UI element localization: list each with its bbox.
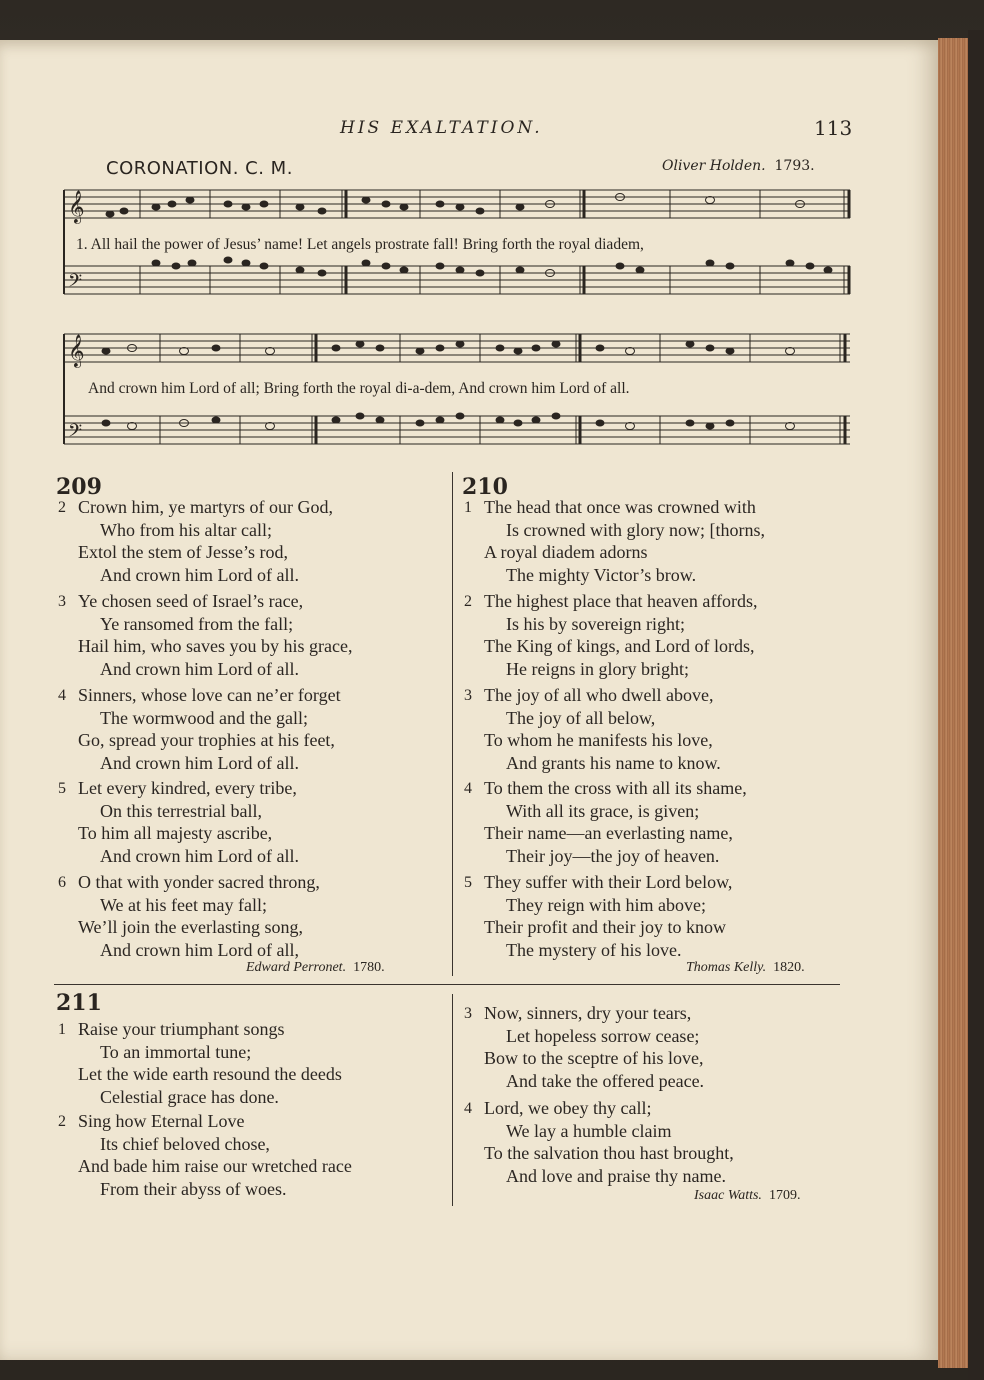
verse-line: Is crowned with glory now; [thorns, <box>506 519 765 540</box>
verse-line: Lord, we obey thy call; <box>484 1098 652 1118</box>
verse-line: The joy of all below, <box>506 707 656 728</box>
verse-line: Celestial grace has done. <box>100 1086 279 1107</box>
verse-number: 6 <box>58 874 66 891</box>
verse-line: We lay a humble claim <box>506 1120 672 1141</box>
verse-line: To them the cross with all its shame, <box>484 778 747 798</box>
author-year: 1780. <box>353 960 385 975</box>
verse-line: The King of kings, and Lord of lords, <box>484 636 755 656</box>
verse-line: And love and praise thy name. <box>506 1165 726 1186</box>
verse-number: 1 <box>464 499 472 516</box>
author-name: Edward Perronet. <box>246 960 347 975</box>
author-year: 1820. <box>773 960 805 975</box>
svg-text:𝄢: 𝄢 <box>68 421 83 446</box>
verse-line: And crown him Lord of all. <box>100 845 299 866</box>
verse-line: And crown him Lord of all, <box>100 939 299 960</box>
verse-line: And crown him Lord of all. <box>100 752 299 773</box>
page-edges <box>938 38 968 1368</box>
verse-number: 1 <box>58 1021 66 1038</box>
composer-name: Oliver Holden. <box>662 158 766 174</box>
verse-line: Their name—an everlasting name, <box>484 823 733 843</box>
verse-line: Their joy—the joy of heaven. <box>506 845 720 866</box>
verse-line: To whom he manifests his love, <box>484 730 713 750</box>
verse-number: 2 <box>58 1113 66 1130</box>
verse-line: Ye ransomed from the fall; <box>100 613 294 634</box>
tune-composer <box>662 158 815 174</box>
verse-number: 4 <box>464 1100 472 1117</box>
verse-line: Sinners, whose love can ne’er forget <box>78 685 341 705</box>
verse-line: Bow to the sceptre of his love, <box>484 1048 704 1068</box>
author-year: 1709. <box>768 1188 801 1203</box>
verse-line: Ye chosen seed of Israel’s race, <box>78 591 304 611</box>
verse-line: The mystery of his love. <box>506 939 682 960</box>
verse-line: Hail him, who saves you by his grace, <box>78 636 353 656</box>
verse-line: The mighty Victor’s brow. <box>506 564 697 585</box>
verse-line: To the salvation thou hast brought, <box>484 1143 734 1163</box>
verse-line: The wormwood and the gall; <box>100 707 308 728</box>
hymn-211-author <box>694 1188 800 1204</box>
hymn-210-author <box>686 960 805 976</box>
hymn-number-210: 210 <box>462 474 508 500</box>
column-divider-top <box>452 472 453 976</box>
verse-line: Let hopeless sorrow cease; <box>506 1025 700 1046</box>
verse-line: Their profit and their joy to know <box>484 917 726 937</box>
music-lyrics-line-1: 1. All hail the power of Jesus’ name! Let angels prostrate fall! Bring forth the royal diadem, <box>76 236 644 253</box>
verse-line: A royal diadem adorns <box>484 542 648 562</box>
verse-line: Let every kindred, every tribe, <box>78 778 297 798</box>
verse-line: Crown him, ye martyrs of our God, <box>78 497 333 517</box>
verse-line: Now, sinners, dry your tears, <box>484 1003 692 1023</box>
running-head: HIS EXALTATION. <box>340 118 543 138</box>
verse-number: 3 <box>464 687 472 704</box>
verse-number: 4 <box>464 780 472 797</box>
verse-line: O that with yonder sacred throng, <box>78 872 320 892</box>
verse-line: To an immortal tune; <box>100 1041 252 1062</box>
verse-line: And take the offered peace. <box>506 1070 705 1091</box>
verse-line: And crown him Lord of all. <box>100 658 299 679</box>
author-name: Thomas Kelly. <box>686 960 767 975</box>
hymn-number-209: 209 <box>56 474 102 500</box>
verse-line: Sing how Eternal Love <box>78 1111 245 1131</box>
column-divider-bottom <box>452 994 453 1206</box>
verse-number: 5 <box>464 874 472 891</box>
section-rule <box>54 984 840 985</box>
verse-number: 3 <box>58 593 66 610</box>
verse-line: He reigns in glory bright; <box>506 658 689 679</box>
verse-line: Its chief beloved chose, <box>100 1133 270 1154</box>
verse-line: The head that once was crowned with <box>484 497 756 517</box>
verse-line: Go, spread your trophies at his feet, <box>78 730 335 750</box>
verse-line: Let the wide earth resound the deeds <box>78 1064 342 1084</box>
hymn-number-211: 211 <box>56 990 102 1016</box>
svg-text:𝄞: 𝄞 <box>68 190 85 223</box>
verse-line: Extol the stem of Jesse’s rod, <box>78 542 288 562</box>
verse-line: And grants his name to know. <box>506 752 721 773</box>
verse-number: 2 <box>58 499 66 516</box>
page-number: 113 <box>814 116 853 140</box>
verse-number: 4 <box>58 687 66 704</box>
verse-line: Who from his altar call; <box>100 519 272 540</box>
verse-number: 2 <box>464 593 472 610</box>
verse-line: And bade him raise our wretched race <box>78 1156 352 1176</box>
author-name: Isaac Watts. <box>694 1188 762 1203</box>
spine-shadow <box>968 30 984 1380</box>
verse-line: With all its grace, is given; <box>506 800 700 821</box>
verse-line: The joy of all who dwell above, <box>484 685 714 705</box>
verse-number: 5 <box>58 780 66 797</box>
svg-text:𝄞: 𝄞 <box>68 334 85 367</box>
hymn-209-author <box>246 960 385 976</box>
composer-year: 1793. <box>774 158 815 174</box>
verse-line: The highest place that heaven affords, <box>484 591 758 611</box>
verse-line: Raise your triumphant songs <box>78 1019 285 1039</box>
verse-line: From their abyss of woes. <box>100 1178 287 1199</box>
verse-line: We’ll join the everlasting song, <box>78 917 303 937</box>
verse-line: On this terrestrial ball, <box>100 800 262 821</box>
verse-line: To him all majesty ascribe, <box>78 823 273 843</box>
verse-line: They suffer with their Lord below, <box>484 872 733 892</box>
music-lyrics-line-2: And crown him Lord of all; Bring forth the royal di-a-dem, And crown him Lord of all. <box>88 380 630 397</box>
verse-line: They reign with him above; <box>506 894 706 915</box>
svg-text:𝄢: 𝄢 <box>68 271 83 296</box>
tune-name: CORONATION. C. M. <box>106 158 293 179</box>
verse-number: 3 <box>464 1005 472 1022</box>
verse-line: We at his feet may fall; <box>100 894 267 915</box>
verse-line: Is his by sovereign right; <box>506 613 685 634</box>
verse-line: And crown him Lord of all. <box>100 564 299 585</box>
